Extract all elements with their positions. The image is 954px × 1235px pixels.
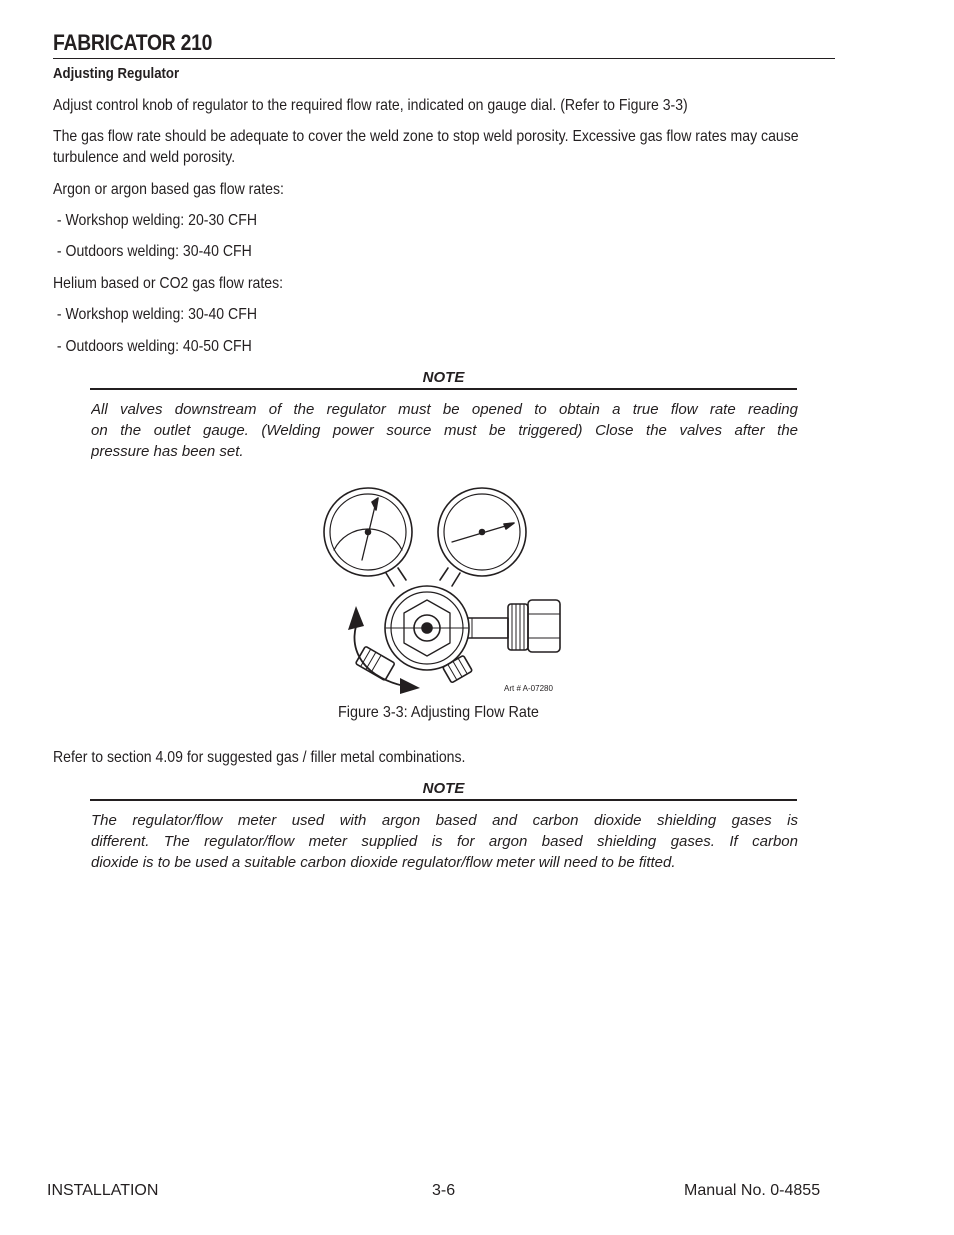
title-divider (53, 58, 835, 59)
paragraph-flow-rate-line2: turbulence and weld porosity. (53, 149, 236, 166)
page-title: FABRICATOR 210 (53, 30, 213, 55)
figure-caption: Figure 3-3: Adjusting Flow Rate (338, 704, 539, 721)
art-number: Art # A-07280 (504, 684, 553, 693)
helium-outdoors-rate: - Outdoors welding: 40-50 CFH (53, 338, 252, 355)
paragraph-flow-rate-line1: The gas flow rate should be adequate to cover the weld zone to stop weld porosity. Excessive gas flow rates may cause (53, 128, 799, 145)
note-divider (90, 799, 797, 801)
note-line: The regulator/flow meter used with argon based and carbon dioxide shielding gases is (91, 812, 798, 829)
note-body (91, 399, 798, 462)
note-divider (90, 388, 797, 390)
note-label: NOTE (422, 780, 465, 797)
inlet-gauge (324, 488, 412, 576)
regulator-illustration (320, 480, 565, 700)
note-line: All valves downstream of the regulator must be opened to obtain a true flow rate reading (91, 401, 798, 418)
reference-text: Refer to section 4.09 for suggested gas / filler metal combinations. (53, 749, 466, 766)
helium-heading: Helium based or CO2 gas flow rates: (53, 275, 284, 292)
argon-workshop-rate: - Workshop welding: 20-30 CFH (53, 212, 257, 229)
helium-workshop-rate: - Workshop welding: 30-40 CFH (53, 306, 257, 323)
outlet-gauge (438, 488, 526, 576)
section-heading: Adjusting Regulator (53, 65, 180, 82)
note-line: different. The regulator/flow meter supplied is for argon based shielding gases. If carbon (91, 833, 798, 850)
footer-manual-number: Manual No. 0-4855 (684, 1182, 821, 1199)
argon-outdoors-rate: - Outdoors welding: 30-40 CFH (53, 243, 252, 260)
note-label: NOTE (422, 369, 465, 386)
paragraph-adjust-knob: Adjust control knob of regulator to the required flow rate, indicated on gauge dial. (Refer to Figure 3-3) (53, 97, 688, 114)
note-body (91, 810, 798, 873)
footer-section-name: INSTALLATION (47, 1182, 159, 1199)
rotation-arrow-icon (348, 606, 420, 694)
argon-heading: Argon or argon based gas flow rates: (53, 181, 284, 198)
footer-page-number: 3-6 (432, 1182, 456, 1199)
note-line: pressure has been set. (91, 443, 244, 460)
note-line: on the outlet gauge. (Welding power source must be triggered) Close the valves after the (91, 422, 798, 439)
note-line: dioxide is to be used a suitable carbon dioxide regulator/flow meter will need to be fitted. (91, 854, 676, 871)
